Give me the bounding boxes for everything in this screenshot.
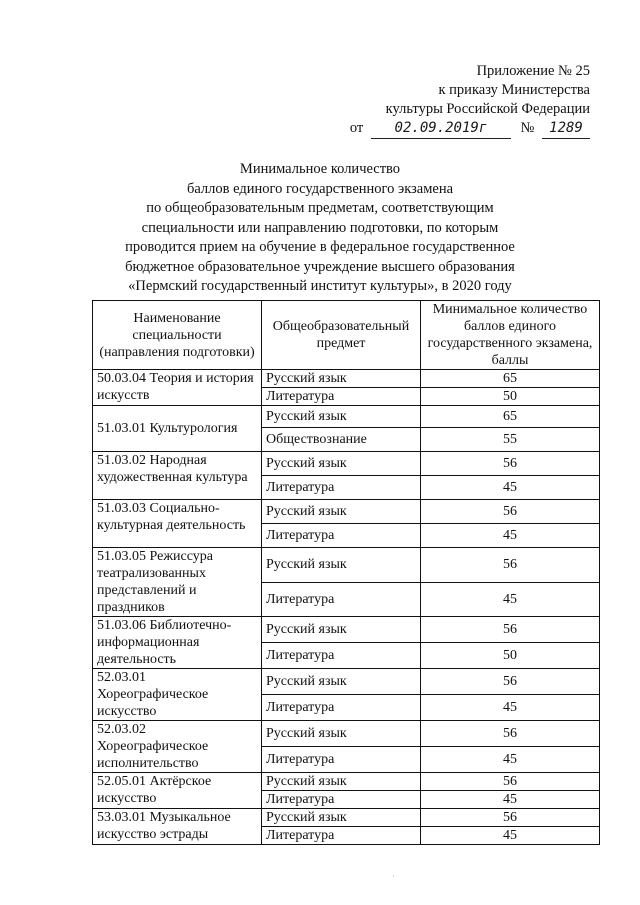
score-cell: 56: [421, 548, 600, 583]
specialty-cell: 52.03.01 Хореографическое искусство: [93, 669, 262, 721]
score-cell: 56: [421, 500, 600, 524]
specialty-cell: 53.03.01 Музыкальное искусство эстрады: [93, 809, 262, 845]
title-line: по общеобразовательным предметам, соответствующим: [146, 200, 494, 216]
table-row: [93, 406, 600, 428]
scan-mark: ·: [392, 872, 395, 881]
specialty-cell: 52.05.01 Актёрское искусство: [93, 773, 262, 809]
header-specialty: Наименование специальности (направления подготовки): [93, 301, 262, 370]
score-cell: 56: [421, 773, 600, 791]
subject-cell: Русский язык: [262, 721, 421, 747]
score-cell: 50: [421, 388, 600, 406]
specialty-cell: 51.03.06 Библиотечно-информационная деятельность: [93, 617, 262, 669]
score-cell: 50: [421, 643, 600, 669]
specialty-cell: 51.03.02 Народная художественная культура: [93, 452, 262, 500]
title-line: баллов единого государственного экзамена: [186, 180, 454, 197]
subject-cell: Обществознание: [262, 428, 421, 452]
table-row: [93, 617, 600, 643]
table-row: [93, 721, 600, 747]
score-cell: 45: [421, 791, 600, 809]
score-cell: 45: [421, 695, 600, 721]
table-row: [93, 773, 600, 791]
subject-cell: Литература: [262, 827, 421, 845]
score-cell: 56: [421, 452, 600, 476]
table-row: [93, 500, 600, 524]
table-row: [93, 809, 600, 827]
title-line: бюджетное образовательное учреждение высшего образования: [125, 258, 515, 275]
handwritten-date: 02.09.2019г: [371, 119, 511, 139]
table-row: [93, 452, 600, 476]
title-line: проводится прием на обучение в федеральное государственное: [125, 239, 515, 255]
subject-cell: Литература: [262, 388, 421, 406]
specialty-cell: 52.03.02 Хореографическое исполнительство: [93, 721, 262, 773]
subject-cell: Русский язык: [262, 500, 421, 524]
score-cell: 65: [421, 406, 600, 428]
score-cell: 55: [421, 428, 600, 452]
subject-cell: Русский язык: [262, 548, 421, 583]
subject-cell: Русский язык: [262, 809, 421, 827]
header-subject: Общеобразовательный предмет: [262, 301, 421, 370]
specialty-cell: 51.03.03 Социально-культурная деятельность: [93, 500, 262, 548]
scores-table: [92, 300, 600, 845]
specialty-cell: 51.03.01 Культурология: [93, 406, 262, 452]
document-title: [0, 160, 640, 297]
subject-cell: Литература: [262, 476, 421, 500]
specialty-cell: 51.03.05 Режиссура театрализованных представлений и праздников: [93, 548, 262, 617]
subject-cell: Русский язык: [262, 370, 421, 388]
appendix-header: [350, 62, 590, 139]
header-min-score: Минимальное количество баллов единого государственного экзамена, баллы: [421, 301, 600, 370]
score-cell: 45: [421, 524, 600, 548]
score-cell: 56: [421, 721, 600, 747]
score-cell: 45: [421, 476, 600, 500]
handwritten-number: 1289: [542, 119, 590, 139]
table-row: [93, 370, 600, 388]
specialty-cell: 50.03.04 Теория и история искусств: [93, 370, 262, 406]
subject-cell: Литература: [262, 582, 421, 617]
subject-cell: Русский язык: [262, 669, 421, 695]
subject-cell: Литература: [262, 747, 421, 773]
table-row: [93, 548, 600, 583]
score-cell: 56: [421, 809, 600, 827]
score-cell: 56: [421, 669, 600, 695]
appendix-ministry-line: культуры Российской Федерации: [385, 101, 590, 117]
table-header-row: [93, 301, 600, 370]
score-cell: 56: [421, 617, 600, 643]
appendix-date-number-line: [350, 119, 590, 139]
appendix-order-line: к приказу Министерства: [438, 82, 590, 98]
subject-cell: Русский язык: [262, 773, 421, 791]
appendix-title: Приложение № 25: [476, 63, 590, 79]
title-line: Минимальное количество: [239, 161, 401, 177]
subject-cell: Русский язык: [262, 452, 421, 476]
subject-cell: Литература: [262, 791, 421, 809]
score-cell: 65: [421, 370, 600, 388]
score-cell: 45: [421, 827, 600, 845]
subject-cell: Русский язык: [262, 617, 421, 643]
table-row: [93, 669, 600, 695]
title-line: «Пермский государственный институт культуры», в 2020 году: [128, 278, 512, 294]
title-line: специальности или направлению подготовки, по которым: [141, 219, 499, 236]
score-cell: 45: [421, 582, 600, 617]
subject-cell: Литература: [262, 643, 421, 669]
date-prefix: от: [349, 120, 364, 136]
subject-cell: Русский язык: [262, 406, 421, 428]
subject-cell: Литература: [262, 695, 421, 721]
score-cell: 45: [421, 747, 600, 773]
number-prefix: №: [520, 120, 535, 136]
subject-cell: Литература: [262, 524, 421, 548]
